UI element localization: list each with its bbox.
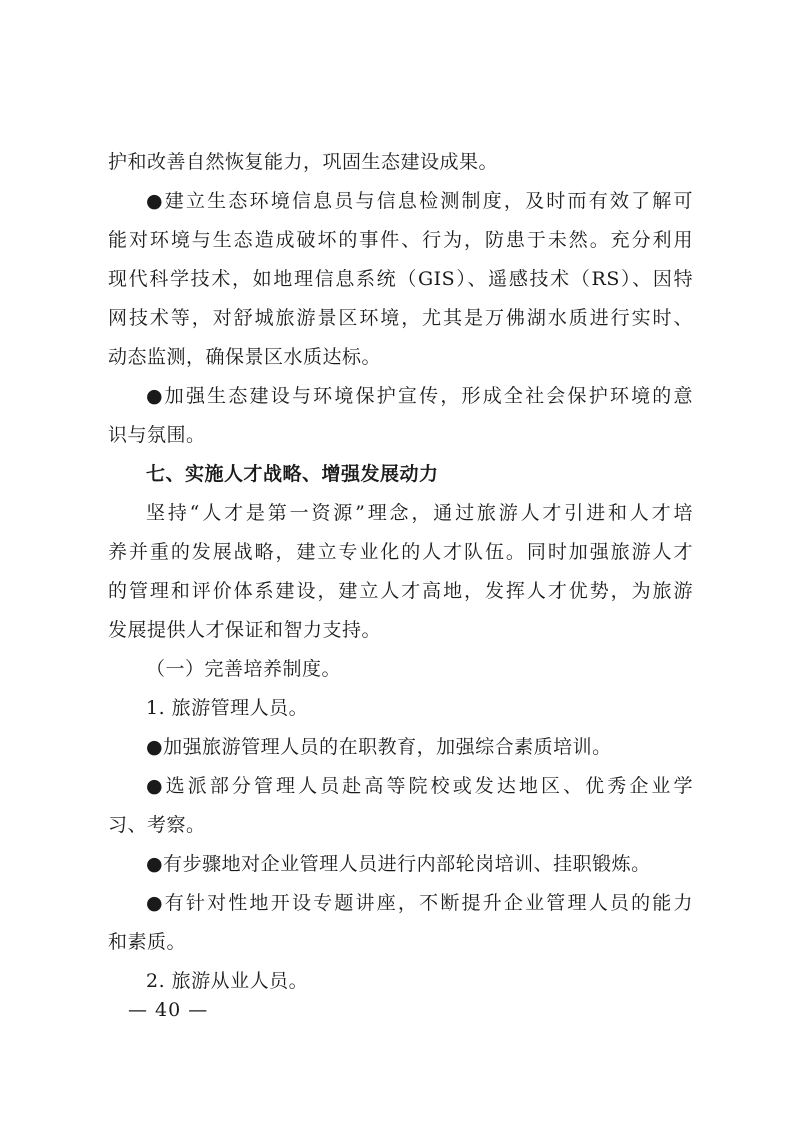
bullet-item-line: ●有步骤地对企业管理人员进行内部轮岗培训、挂职锻炼。 xyxy=(146,853,651,875)
paragraph-line: 养并重的发展战略，建立专业化的人才队伍。同时加强旅游人才 xyxy=(108,541,693,563)
paragraph-line: 习、考察。 xyxy=(108,814,206,836)
bullet-item-line: ●选派部分管理人员赴高等院校或发达地区、优秀企业学 xyxy=(146,775,693,797)
paragraph-line: 和素质。 xyxy=(108,931,187,953)
numbered-item: 2. 旅游从业人员。 xyxy=(146,970,309,992)
paragraph-line: 识与氛围。 xyxy=(108,424,206,446)
subsection-heading: （一）完善培养制度。 xyxy=(146,658,342,680)
paragraph-line: 的管理和评价体系建设，建立人才高地，发挥人才优势，为旅游 xyxy=(108,580,693,602)
numbered-item: 1. 旅游管理人员。 xyxy=(146,697,309,719)
paragraph-line: 网技术等，对舒城旅游景区环境，尤其是万佛湖水质进行实时、 xyxy=(108,307,693,329)
bullet-item-line: ●加强旅游管理人员的在职教育，加强综合素质培训。 xyxy=(146,736,612,758)
paragraph-line: 能对环境与生态造成破坏的事件、行为，防患于未然。充分利用 xyxy=(108,229,693,251)
bullet-item-line: ●加强生态建设与环境保护宣传，形成全社会保护环境的意 xyxy=(146,385,693,407)
paragraph-line: 护和改善自然恢复能力，巩固生态建设成果。 xyxy=(108,151,499,173)
bullet-item-line: ●有针对性地开设专题讲座，不断提升企业管理人员的能力 xyxy=(146,892,693,914)
section-heading: 七、实施人才战略、增强发展动力 xyxy=(146,463,439,485)
paragraph-line: 坚持“人才是第一资源”理念，通过旅游人才引进和人才培 xyxy=(146,502,693,524)
paragraph-line: 发展提供人才保证和智力支持。 xyxy=(108,619,382,641)
paragraph-line: 现代科学技术，如地理信息系统（GIS）、遥感技术（RS）、因特 xyxy=(108,268,693,290)
paragraph-line: 动态监测，确保景区水质达标。 xyxy=(108,346,382,368)
page-number: — 40 — xyxy=(128,999,209,1021)
bullet-item-line: ●建立生态环境信息员与信息检测制度，及时而有效了解可 xyxy=(146,190,693,212)
